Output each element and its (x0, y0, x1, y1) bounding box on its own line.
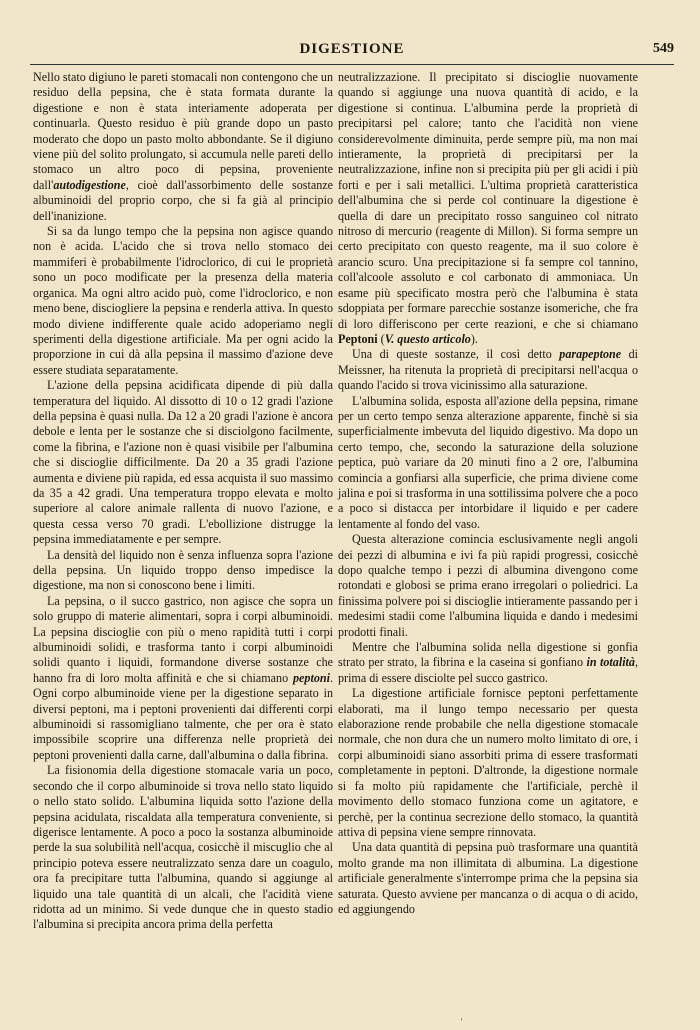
paragraph: L'azione della pepsina acidificata dipende di più dalla temperatura del liquido. Al dissotto di 10 o 12 gradi l'azione della pepsina è quasi nulla. Da 12 a 20 gradi l'azione è ancora debole e lenta per le sostanze che si disciolgono facilmente, come la fibrina, e l'azione non è quasi visibile per l'albumina che si discioglie difficilmente. Da 20 a 35 gradi l'azione aumenta e diviene più rapida, ed essa acquista il suo massimo da 35 a 42 gradi. Una temperatura troppo elevata e molto superiore al calore animale rallenta di nuovo l'azione, e questa cessa verso 70 gradi. L'ebollizione distrugge la pepsina immediatamente e per sempre. (33, 378, 333, 547)
paragraph: Nello stato digiuno le pareti stomacali non contengono che un residuo della pepsina, che è stata formata durante la digestione e non è stata interiamente adoperata per continuarla. Questo residuo è più grande dopo un pasto moderato che dopo un pasto molto abbondante. Se il digiuno viene più del solito prolungato, si accumula nelle pareti dello stomaco un altro poco di pepsina, proveniente dall'autodigestione, cioè dall'assorbimento delle sostanze albuminoidi del proprio corpo, che si fa già al principio dell'inanizione. (33, 70, 333, 223)
emphasis: V. questo articolo (384, 331, 471, 346)
paragraph: Una data quantità di pepsina può trasformare una quantità molto grande ma non illimitata di albumina. La digestione artificiale generalmente s'interrompe prima che la pepsina sia saturata. Questo avviene per mancanza o di acqua o di acido, ed aggiungendo (338, 840, 638, 916)
header-rule (30, 64, 674, 65)
emphasis: peptoni (293, 670, 330, 685)
paragraph: La digestione artificiale fornisce peptoni perfettamente elaborati, ma il lungo tempo necessario per questa elaborazione rende probabile che nella digestione stomacale normale, che non dura che un numero molto limitato di ore, i corpi albuminoidi siano assorbiti prima di essere trasformati completamente in peptoni. D'altronde, la digestione normale si fa molto più rapidamente che l'artificiale, perchè il movimento dello stomaco funziona come un agitatore, e perchè, per la continua secrezione dello stomaco, la quantità attiva di pepsina viene sempre rinnovata. (338, 686, 638, 839)
paragraph: La fisionomia della digestione stomacale varia un poco, secondo che il corpo albuminoide si trova nello stato liquido o nello stato solido. L'albumina liquida sotto l'azione della pepsina acidulata, riscaldata alla temperatura conveniente, si digerisce lentamente. A poco a poco la sostanza albuminoide perde la sua solubilità nell'acqua, cosicchè il miscuglio che al principio poteva essere neutralizzato senza dare un coagulo, ora fa precipitare tutta l'albumina, quando si aggiunge al liquido una tale quantità di un alcali, che l'acidità viene ridotta ad un minimo. Si vede dunque che in questo stadio l'albumina si precipita ancora prima della perfetta (33, 763, 333, 932)
paragraph: La densità del liquido non è senza influenza sopra l'azione della pepsina. Un liquido troppo denso impedisce la digestione, ma non si conoscono bene i limiti. (33, 547, 333, 593)
right-column (338, 70, 638, 917)
paragraph: neutralizzazione. Il precipitato si discioglie nuovamente quando si aggiunge una nuova quantità di acido, e la digestione si continua. L'albumina perde la proprietà di precipitarsi pel calore; tanto che l'acidità non viene considerevolmente diminuita, perde sempre più, ma non mai intieramente, la proprietà di precipitarsi per la neutralizzazione, infine non si precipita più per gli acidi i più forti e per i sali metallici. L'ultima proprietà caratteristica dell'albumina che si perde col continuare la digestione è quella di dare un precipitato rosso sanguineo col nitrato nitroso di mercurio (reagente di Millon). Si forma sempre un certo precipitato con questo reagente, ma il suo colore è arancio scuro. Una precipitazione si fa sempre col tannino, coll'alcoole assoluto e col carbonato di ammoniaca. Un esame più specificato mostra però che l'albumina è stata sdoppiata per formare parecchie sostanze isomeriche, che fra di loro differiscono per certe reazioni, e che si chiamano Peptoni (V. questo articolo). (338, 70, 638, 346)
emphasis: autodigestione (53, 177, 126, 192)
running-title: DIGESTIONE (299, 41, 405, 57)
emphasis: in totalità (586, 655, 635, 670)
running-header (30, 41, 674, 63)
paragraph: Mentre che l'albumina solida nella digestione si gonfia strato per strato, la fibrina e la caseina si gonfiano in totalità, prima di essere disciolte pel succo gastrico. (338, 640, 638, 685)
emphasis: parapeptone (559, 347, 622, 362)
page-number: 549 (653, 41, 674, 56)
paragraph: L'albumina solida, esposta all'azione della pepsina, rimane per un certo tempo senza alterazione apparente, finchè si sia superficialmente imbevuta del liquido digestivo. Ma dopo un certo tempo, che, secondo la saturazione della soluzione peptica, può variare da 20 minuti fino a 2 ore, l'albumina comincia a gonfiarsi alla superficie, che prima diviene come jalina e poi si trasforma in una sottilissima polvere che a poco a poco si distacca per intorbidare il liquido e per cadere lentamente al fondo del vaso. (338, 393, 638, 531)
bold-term: Peptoni (338, 331, 378, 346)
paragraph: Questa alterazione comincia esclusivamente negli angoli dei pezzi di albumina e ivi fa più rapidi progressi, cosicchè dopo qualche tempo i pezzi di albumina divengono come rotondati e globosi se prima erano irregolari o poliedrici. La finissima polvere poi si discioglie intieramente passando per i medesimi stadii come l'albumina liquida e dando i medesimi prodotti finali. (338, 532, 638, 639)
footer-mark: ' (461, 1017, 463, 1026)
paragraph: Una di queste sostanze, il così detto parapeptone di Meissner, ha ritenuta la proprietà di precipitarsi nell'acqua o quando l'acido si trova vicinissimo alla saturazione. (338, 347, 638, 393)
paragraph: Si sa da lungo tempo che la pepsina non agisce quando non è acida. L'acido che si trova nello stomaco dei mammiferi è probabilmente l'idroclorico, di cui le proprietà sono un poco modificate per la presenza della materia organica. Ma ogni altro acido può, come l'idroclorico, e non meno bene, disciogliere la pepsina e renderla attiva. In questo modo diviene indifferente quale acido adoperiamo negli sperimenti della digestione artificiale. Ma per ogni acido la proporzione in cui dà alla pepsina il massimo d'azione deve essere studiata separatamente. (33, 224, 333, 377)
paragraph: La pepsina, o il succo gastrico, non agisce che sopra un solo gruppo di materie alimentari, sopra i corpi albuminoidi. La pepsina discioglie con più o meno rapidità tutti i corpi albuminoidi solidi, e trasforma tanto i corpi albuminoidi solidi quanto i liquidi, formandone diverse sostanze che hanno fra di loro molta affinità e che si chiamano peptoni. Ogni corpo albuminoide viene per la digestione separato in diversi peptoni, ma i peptoni provenienti dai differenti corpi albuminoidi si rassomigliano talmente, che per ora è stato impossibile scoprire una differenza nelle proprietà dei peptoni provenienti dalla carne, dall'albumina o dalla fibrina. (33, 593, 333, 762)
left-column (33, 70, 333, 933)
